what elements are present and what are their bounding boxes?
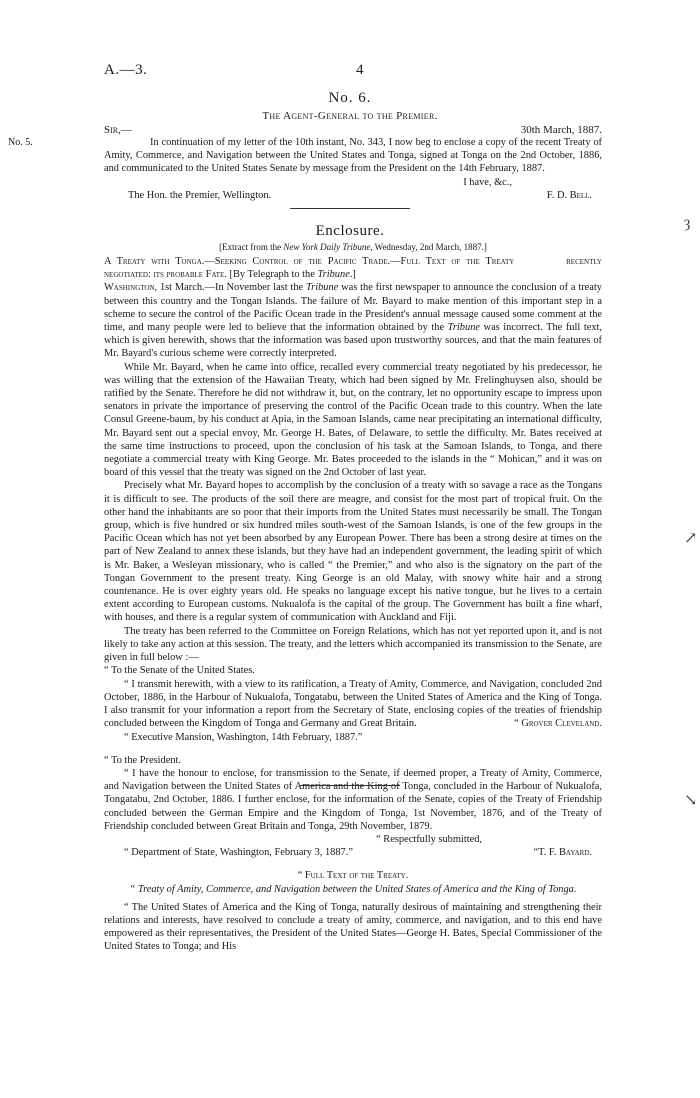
margin-reference: No. 5. (8, 137, 33, 148)
enclosure-heading: Enclosure. (315, 223, 385, 239)
treaty-title: “ Treaty of Amity, Commerce, and Navigation between the United States of America and the King of Tonga. (129, 883, 577, 895)
margin-mark-2: ↗ (684, 530, 698, 547)
paragraph-4: The treaty has been referred to the Committee on Foreign Relations, which has not yet reported upon it, and is not likely to take any action at this session. The treaty, and the letters which accompanied its transmission to the Senate, are given in full below :— (104, 625, 602, 664)
report-signature: “T. F. Bayard. (533, 847, 592, 859)
enclosure-body (104, 255, 602, 954)
message-place: “ Executive Mansion, Washington, 14th February, 1887.” (124, 731, 363, 743)
divider-2 (300, 785, 400, 786)
letter-closing: I have, &c., (463, 176, 512, 188)
letter-signoff (104, 189, 602, 202)
p1-a: , 1st March.—In November last the (154, 282, 306, 294)
letter-title: The Agent-General to the Premier. (262, 110, 438, 122)
paragraph-3: Precisely what Mr. Bayard hopes to accomplish by the conclusion of a treaty with so savage a race as the Tongans it is difficult to see. The products of the soil there are meagre, and consist for the most part of tropical fruit. On the other hand the inhabitants are so poor that their imports from the United States must necessarily be small. The Tongan group, which is five hundred or six hundred miles south-west of the Samoan Islands, is one of the few groups in the Pacific Ocean which has not yet been absorbed by any European Power. There has been a strong desire at times on the part of New Zealand to annex these islands, but they have had an independent government, the leading spirit of which is Mr. Baker, a Wesleyan missionary, who is called “ the Premier,” and who also is the signatory on the part of the Tongan Government to the present treaty. King George is an old Malay, with snowy white hair and a strong countenance. He is over eighty years old. He speaks no language except his native tongue, but he lives to a certain extent according to European customs. Nukualofa is the capital of the group. The Government has built a fine wharf, with houses, and there is a regular system of communication with Auckland and Fiji. (104, 480, 602, 624)
salutation-line (104, 124, 602, 136)
salutation: Sir,— (104, 124, 132, 136)
report-body: “ I have the honour to enclose, for transmission to the Senate, if deemed proper, a Treaty of Amity, Commerce, and Navigation between the United States of America and the King of Tonga, concluded in the Harbour of Nukualofa, Tongatabu, 2nd October, 1886. I further enclose, for the information of the Senate, copies of the Treaty of Friendship concluded between the German Empire and the Kingdom of Tonga, 1st November, 1876, and of the Treaty of Friendship concluded between Great Britain and Tonga, 29th November, 1879. (104, 767, 602, 832)
margin-mark-3: ↘ (684, 792, 698, 809)
letter-signature: F. D. Bell. (546, 189, 592, 201)
dateline-place: Washington (104, 282, 155, 294)
paragraph-2: While Mr. Bayard, when he came into office, recalled every commercial treaty negotiated by his predecessor, he was willing that the extension of the Hawaiian Treaty, which had been signed by Mr. Frelinghuysen also, should be ratified by the Senate. Therefore he did not withdraw it, but, on the contrary, let no opportunity escape to impress upon senators in private the importance of preserving the control of the Pacific Ocean trade to this country. When the late Consul Greene-baum, by his conduct at Apia, in the Samoan Islands, came near precipitating an international difficulty, Mr. Bayard sent out a special envoy, Mr. George H. Bates, of Delaware, to settle the difficulty. Mr. Bates received at the same time instructions to proceed, upon the conclusion of his task at the Samoan Islands, to Tonga, and there negotiate a commercial treaty with King George. Mr. Bates proceeded to the islands in the “ Mohican,” and it was on board of this vessel that the treaty was signed on the 2nd October of last year. (104, 361, 602, 479)
message-body: “ I transmit herewith, with a view to its ratification, a Treaty of Amity, Commerce, and Navigation, concluded 2nd October, 1886, in the Harbour of Nukualofa, Tongatabu, between the United States of America and the King of Tonga. I also transmit for your information a report from the Secretary of State, enclosing copies of the treaties of friendship concluded between the Kingdom of Tonga and Germany and Great Britain. (104, 678, 602, 730)
letter-body: In continuation of my letter of the 10th instant, No. 343, I now beg to enclose a copy of the recent Treaty of Amity, Commerce, and Navigation between the United States and Tonga, signed at Tonga on the 2nd October, 1886, and communicated to the United States Senate by message from the President on the 14th February, 1887. (104, 137, 602, 175)
p1-tribune-2: Tribune (447, 322, 481, 334)
extract-suffix: , Wednesday, 2nd March, 1887.] (370, 242, 487, 252)
p1-tribune: Tribune (305, 282, 339, 294)
extract-paper: New York Daily Tribune (283, 242, 371, 252)
p1-b: was the first newspaper to announce the conclusion of a treaty between this country and the Tongan Islands. The failure of Mr. Bayard to make mention of this important step in a scheme to secure the control of the Pacific Ocean trade in the President's annual message caused some comment at the time, and many people were led to believe that the information obtained by the (104, 282, 602, 334)
letter-addressee: The Hon. the Premier, Wellington. (128, 189, 272, 201)
message-to: “ To the Senate of the United States. (104, 665, 255, 677)
treaty-heading: “ Full Text of the Treaty. (297, 870, 409, 882)
report-signoff (104, 846, 602, 859)
paragraph-1 (104, 281, 602, 360)
letter-number: No. 6. (328, 90, 372, 106)
headline (104, 255, 602, 281)
headline-c-post: .] (349, 269, 356, 281)
headline-b: recently negotiated: its probable Fate. (104, 256, 602, 281)
document-reference: A.—3. (104, 62, 148, 78)
page-number: 4 (356, 62, 364, 78)
headline-c-paper: Tribune (317, 269, 350, 281)
treaty-body: “ The United States of America and the King of Tonga, naturally desirous of maintaining and strengthening their relations and interests, have resolved to conclude a treaty of amity, commerce, and navigation, and to this end have empowered as their representatives, the President of the United States—George H. Bates, Special Commissioner of the United States to Tonga; and His (104, 901, 602, 953)
letter-date: 30th March, 1887. (520, 124, 602, 136)
headline-a: A Treaty with Tonga.—Seeking Control of the Pacific Trade.—Full Text of the Treaty (104, 256, 515, 267)
message-signature: “ Grover Cleveland. (514, 718, 602, 730)
margin-mark-1: ȝ (684, 214, 691, 231)
report-place: “ Department of State, Washington, February 3, 1887.” (124, 847, 353, 859)
extract-prefix: [Extract from the (219, 242, 284, 252)
divider (290, 208, 410, 209)
headline-c-pre: [By Telegraph to the (229, 269, 318, 281)
p1-c: was incorrect. The full text, which is given herewith, shows that the information was based upon trustworthy sources, and that the main features of Mr. Bayard's curious scheme were correctly interpreted. (104, 322, 603, 360)
report-to: “ To the President. (104, 754, 181, 766)
letter-body-block (104, 136, 602, 202)
extract-source (104, 242, 602, 252)
report-closing: “ Respectfully submitted, (376, 833, 482, 845)
